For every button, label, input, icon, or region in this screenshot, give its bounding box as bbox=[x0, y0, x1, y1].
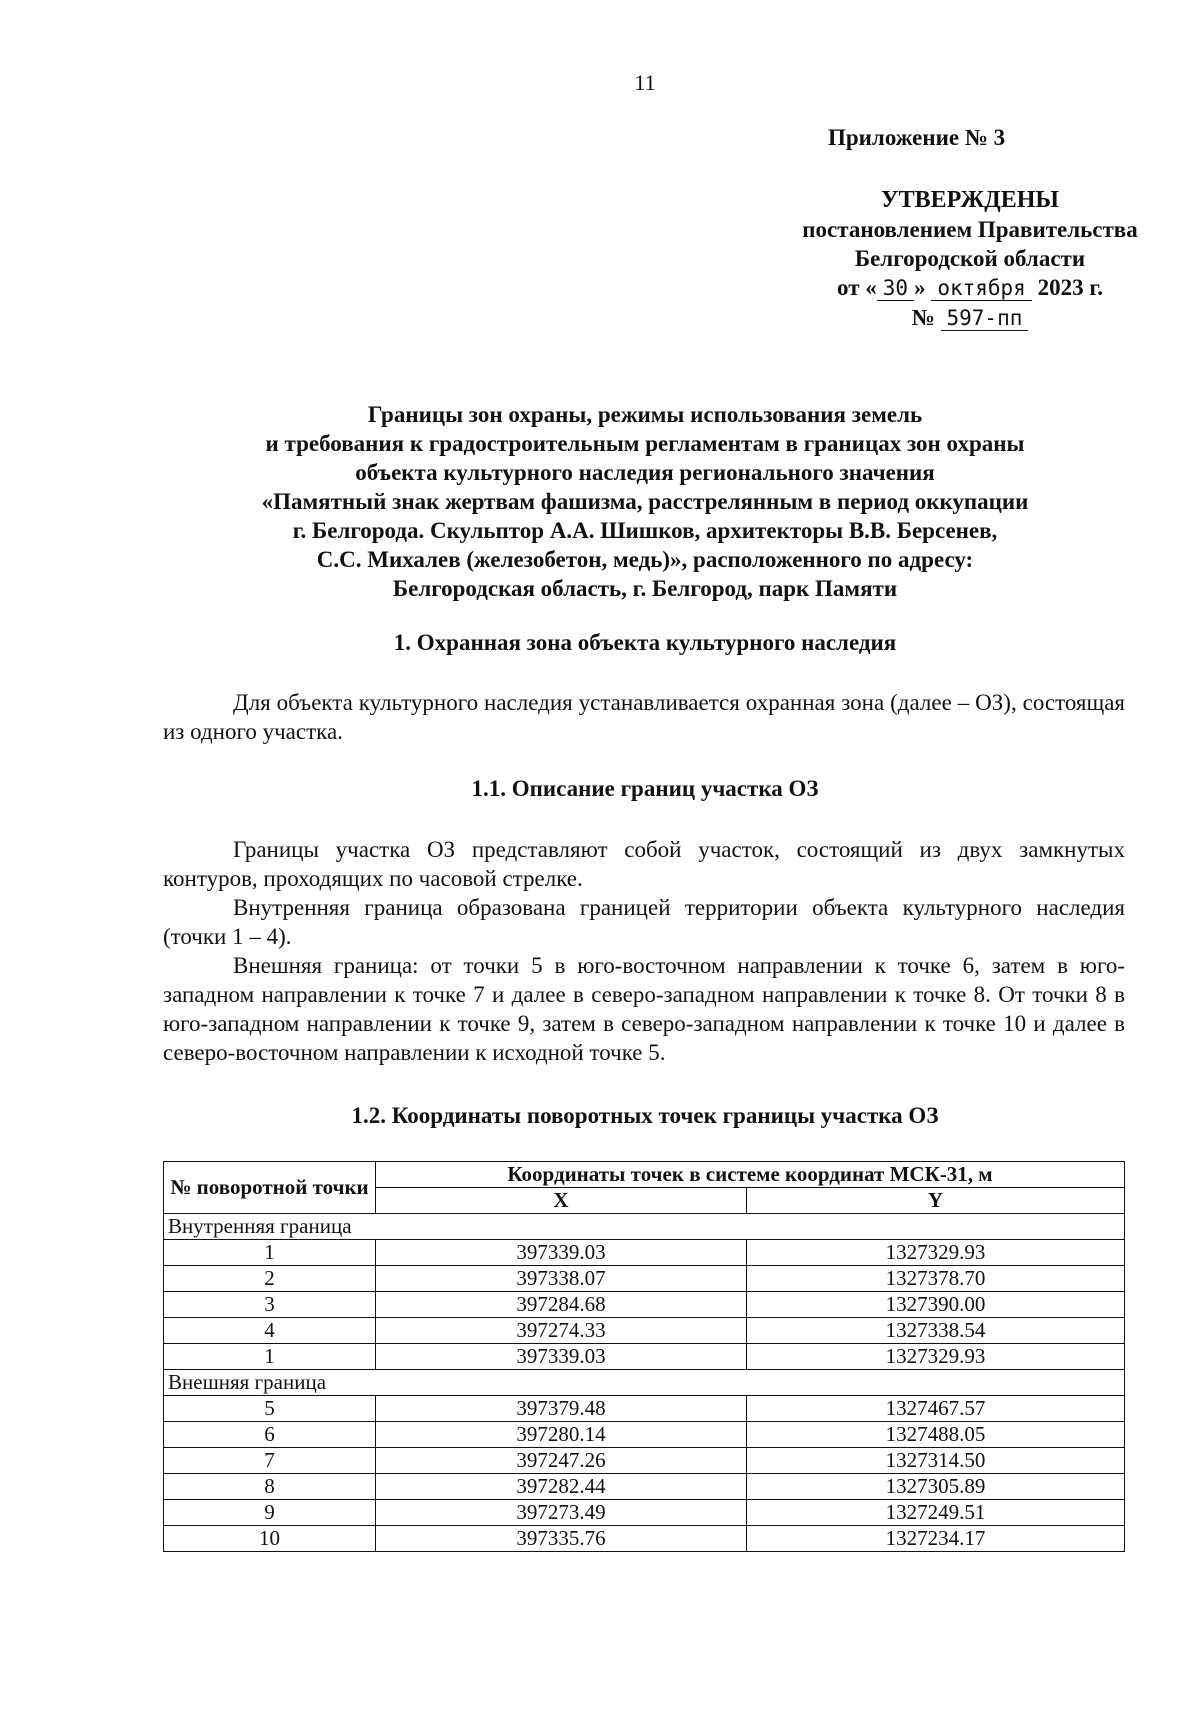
table-row bbox=[164, 1318, 1125, 1344]
title-line: Границы зон охраны, режимы использования земель bbox=[367, 402, 923, 427]
cell-point: 6 bbox=[164, 1422, 376, 1448]
cell-x: 397273.49 bbox=[376, 1500, 747, 1526]
header-x: X bbox=[376, 1188, 747, 1214]
date-day: 30 bbox=[877, 276, 914, 301]
cell-y: 1327338.54 bbox=[747, 1318, 1125, 1344]
date-month: октября bbox=[931, 276, 1032, 301]
cell-x: 397274.33 bbox=[376, 1318, 747, 1344]
approval-line-1: постановлением Правительства bbox=[802, 217, 1138, 242]
cell-y: 1327329.93 bbox=[747, 1344, 1125, 1370]
group-row-inner bbox=[164, 1214, 1125, 1240]
number-prefix: № bbox=[911, 305, 935, 330]
paragraph: Границы участка ОЗ представляют собой участок, состоящий из двух замкнутых контуров, проходящих по часовой стрелке. bbox=[163, 837, 1125, 891]
cell-y: 1327390.00 bbox=[747, 1292, 1125, 1318]
cell-point: 7 bbox=[164, 1448, 376, 1474]
section-1-1-body bbox=[163, 835, 1125, 1067]
cell-x: 397280.14 bbox=[376, 1422, 747, 1448]
approval-number bbox=[700, 303, 1200, 333]
cell-point: 1 bbox=[164, 1344, 376, 1370]
header-coords: Координаты точек в системе координат МСК-31, м bbox=[376, 1162, 1125, 1188]
cell-x: 397339.03 bbox=[376, 1240, 747, 1266]
table-row bbox=[164, 1240, 1125, 1266]
outer-boundary-label: Внешняя граница bbox=[164, 1370, 1125, 1396]
cell-y: 1327305.89 bbox=[747, 1474, 1125, 1500]
cell-point: 9 bbox=[164, 1500, 376, 1526]
cell-y: 1327467.57 bbox=[747, 1396, 1125, 1422]
cell-x: 397284.68 bbox=[376, 1292, 747, 1318]
date-year: 2023 г. bbox=[1037, 275, 1103, 300]
cell-point: 10 bbox=[164, 1526, 376, 1552]
section-1-2-heading: 1.2. Координаты поворотных точек границы участка ОЗ bbox=[351, 1103, 939, 1128]
title-line: С.С. Михалев (железобетон, медь)», расположенного по адресу: bbox=[316, 547, 974, 572]
title-line: Белгородская область, г. Белгород, парк Памяти bbox=[392, 576, 898, 601]
cell-point: 1 bbox=[164, 1240, 376, 1266]
table-row bbox=[164, 1396, 1125, 1422]
cell-x: 397338.07 bbox=[376, 1266, 747, 1292]
table-row bbox=[164, 1422, 1125, 1448]
title-line: г. Белгорода. Скульптор А.А. Шишков, архитекторы В.В. Берсенев, bbox=[292, 518, 998, 543]
cell-y: 1327234.17 bbox=[747, 1526, 1125, 1552]
page-number: 11 bbox=[634, 70, 656, 95]
cell-x: 397282.44 bbox=[376, 1474, 747, 1500]
cell-x: 397339.03 bbox=[376, 1344, 747, 1370]
cell-x: 397379.48 bbox=[376, 1396, 747, 1422]
cell-y: 1327488.05 bbox=[747, 1422, 1125, 1448]
cell-point: 2 bbox=[164, 1266, 376, 1292]
title-line: объекта культурного наследия регионального значения bbox=[355, 460, 935, 485]
cell-y: 1327249.51 bbox=[747, 1500, 1125, 1526]
cell-point: 8 bbox=[164, 1474, 376, 1500]
paragraph: Внешняя граница: от точки 5 в юго-восточном направлении к точке 6, затем в юго-западном направлении к точке 7 и далее в северо-западном направлении к точке 8. От точки 8 в юго-западном направлении к точке 9, затем в северо-западном направлении к точке 10 и далее в северо-восточном направлении к исходной точке 5. bbox=[163, 953, 1125, 1065]
approval-title: УТВЕРЖДЕНЫ bbox=[881, 187, 1059, 213]
table-row bbox=[164, 1500, 1125, 1526]
section-1-heading: 1. Охранная зона объекта культурного наследия bbox=[393, 630, 897, 655]
cell-y: 1327329.93 bbox=[747, 1240, 1125, 1266]
date-mid: » bbox=[914, 275, 926, 300]
cell-y: 1327314.50 bbox=[747, 1448, 1125, 1474]
date-prefix: от « bbox=[837, 275, 877, 300]
group-row-outer bbox=[164, 1370, 1125, 1396]
approval-block bbox=[700, 186, 1200, 333]
inner-boundary-label: Внутренняя граница bbox=[164, 1214, 1125, 1240]
cell-point: 5 bbox=[164, 1396, 376, 1422]
header-point: № поворотной точки bbox=[164, 1162, 376, 1214]
cell-y: 1327378.70 bbox=[747, 1266, 1125, 1292]
cell-x: 397335.76 bbox=[376, 1526, 747, 1552]
table-row bbox=[164, 1526, 1125, 1552]
table-row bbox=[164, 1266, 1125, 1292]
cell-point: 4 bbox=[164, 1318, 376, 1344]
approval-line-2: Белгородской области bbox=[854, 246, 1086, 271]
table-row bbox=[164, 1344, 1125, 1370]
number-value: 597-пп bbox=[941, 306, 1029, 331]
paragraph: Внутренняя граница образована границей территории объекта культурного наследия (точки 1 – 4). bbox=[163, 895, 1125, 949]
cell-point: 3 bbox=[164, 1292, 376, 1318]
table-row bbox=[164, 1448, 1125, 1474]
table-row bbox=[164, 1474, 1125, 1500]
coordinates-table bbox=[163, 1161, 1125, 1552]
section-1-text: Для объекта культурного наследия устанавливается охранная зона (далее – ОЗ), состоящая из одного участка. bbox=[163, 690, 1125, 744]
approval-date bbox=[700, 273, 1200, 303]
section-1-1-heading: 1.1. Описание границ участка ОЗ bbox=[471, 776, 819, 801]
title-line: и требования к градостроительным регламентам в границах зон охраны bbox=[265, 431, 1025, 456]
appendix-label: Приложение № 3 bbox=[828, 125, 1006, 150]
header-y: Y bbox=[747, 1188, 1125, 1214]
document-title bbox=[120, 400, 1170, 603]
table-row bbox=[164, 1292, 1125, 1318]
title-line: «Памятный знак жертвам фашизма, расстрелянным в период оккупации bbox=[261, 489, 1029, 514]
cell-x: 397247.26 bbox=[376, 1448, 747, 1474]
